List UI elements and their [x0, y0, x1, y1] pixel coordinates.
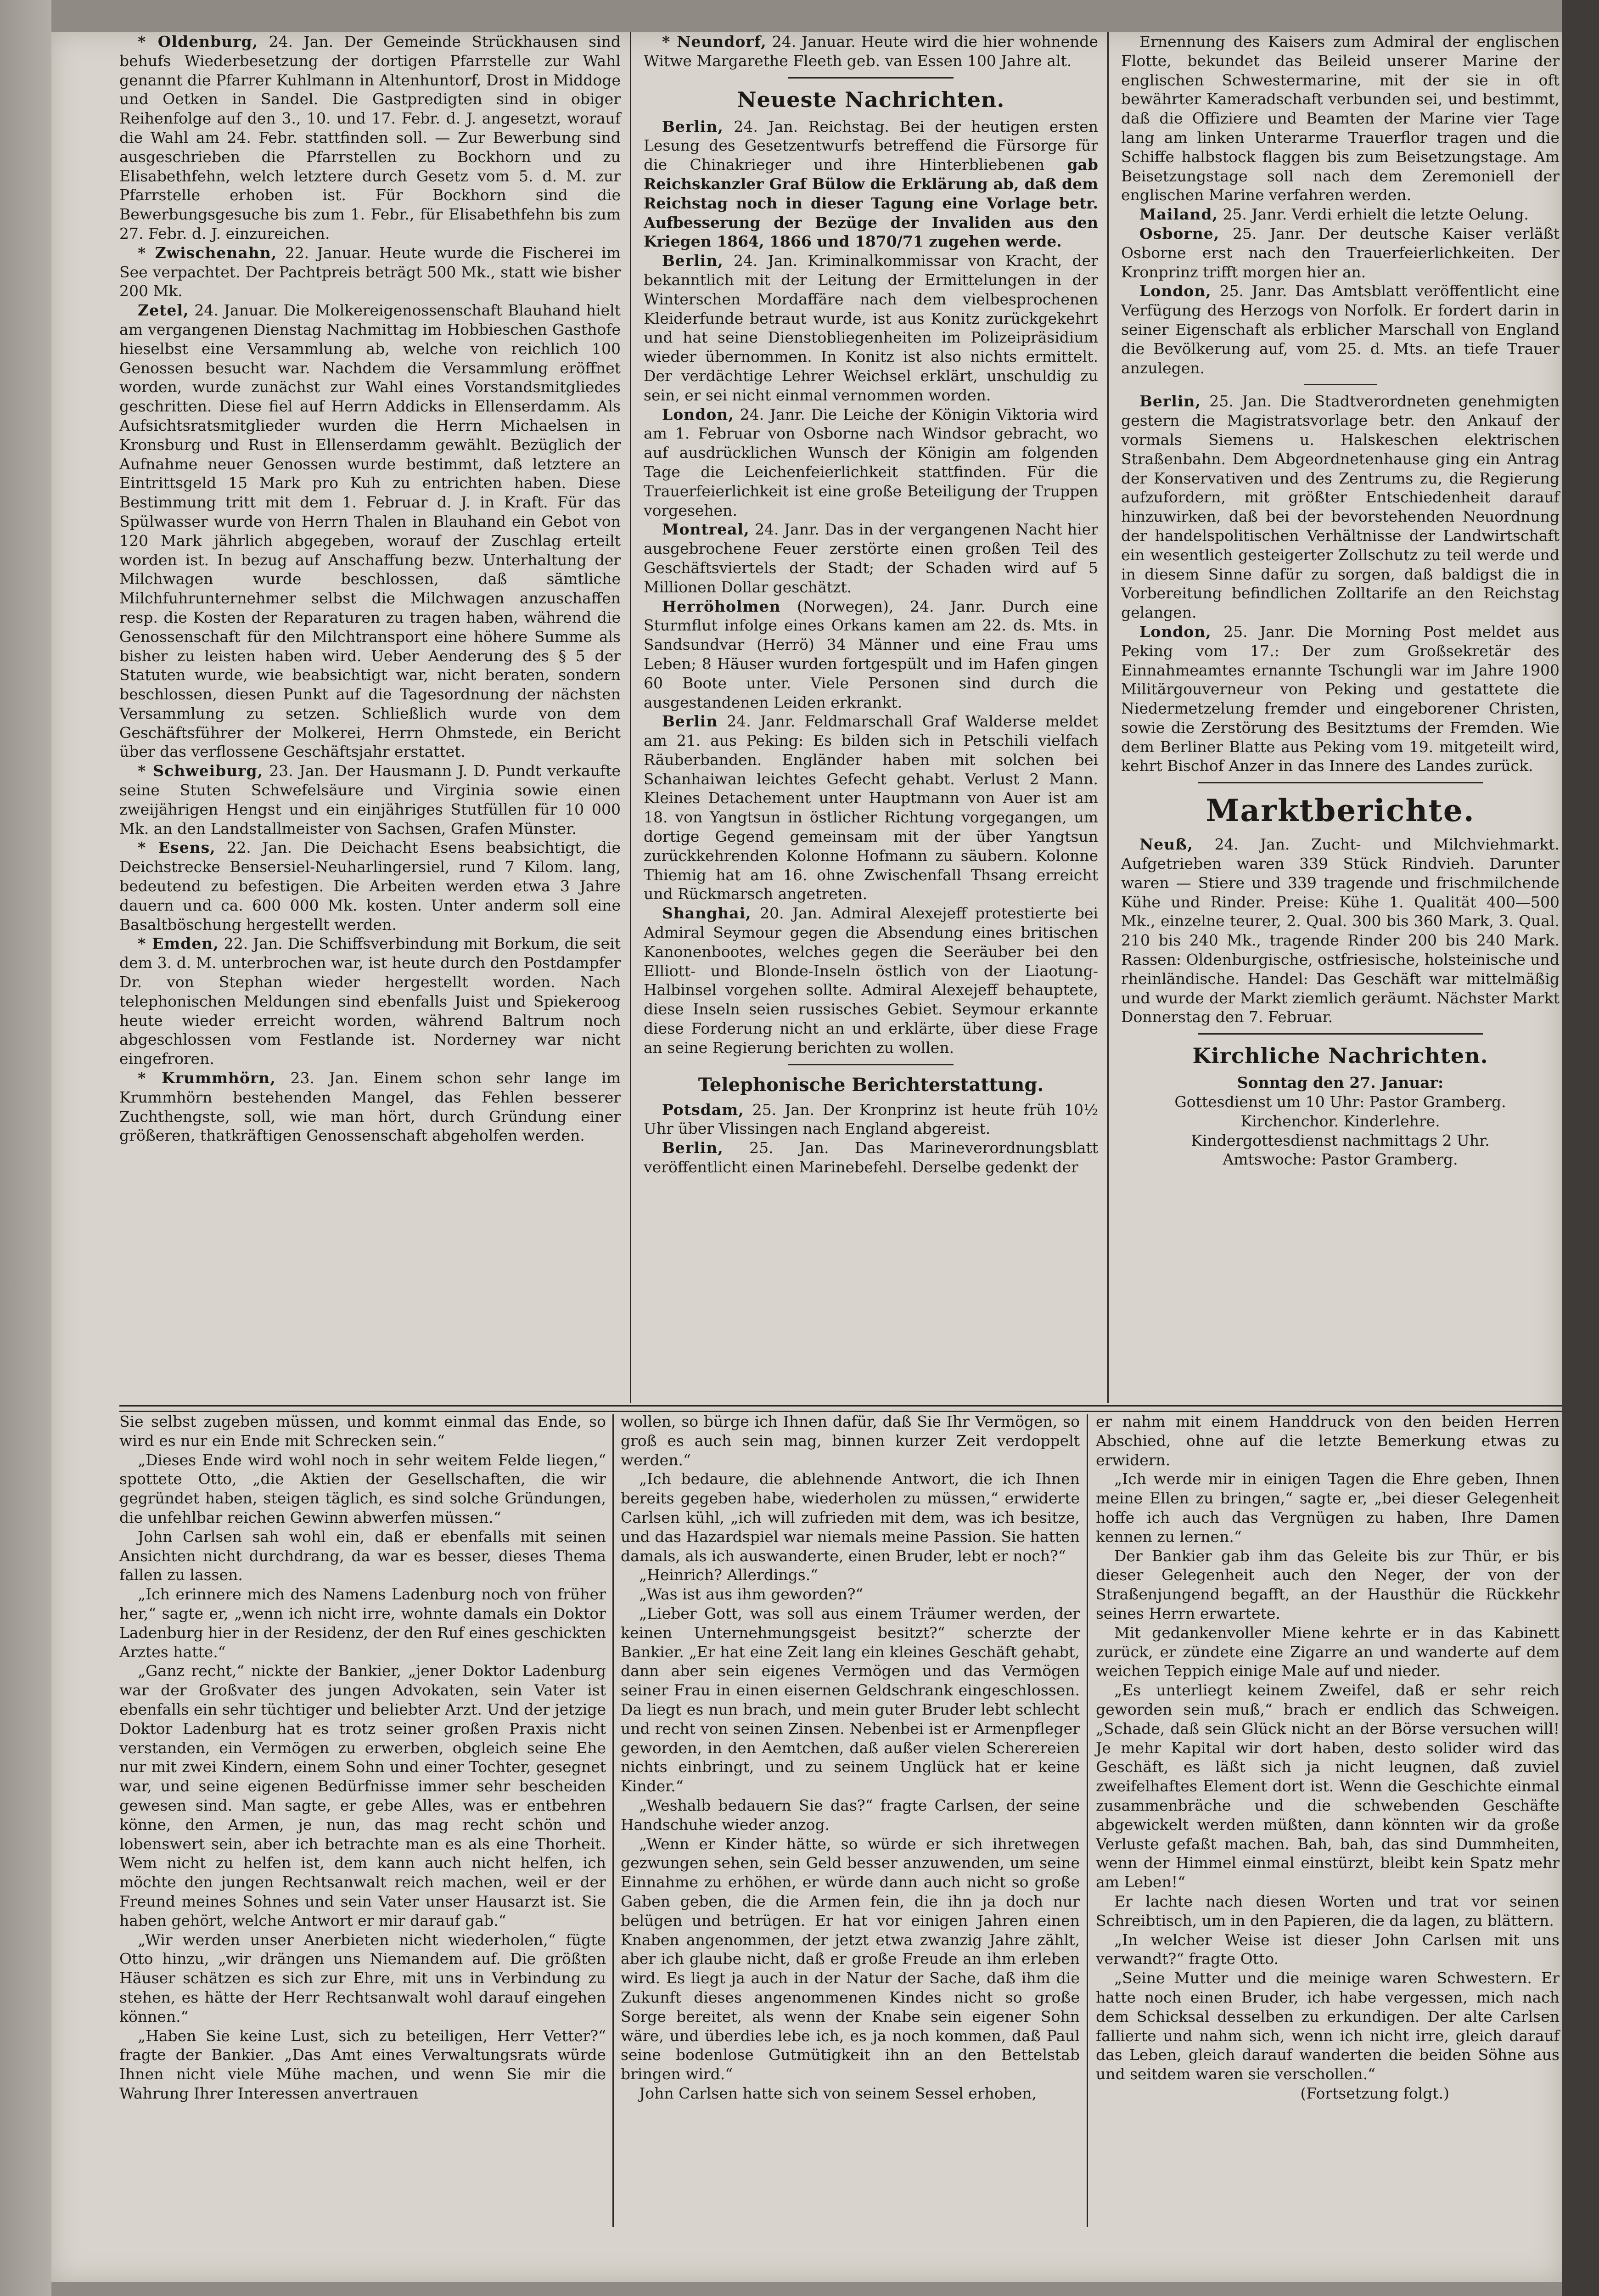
section-divider [788, 77, 954, 79]
news-text: (Norwegen), 24. Janr. Durch eine Sturmflut infolge eines Orkans kamen am 22. ds. Mts. in Sandsundvar (Herrö) 34 Männer und eine Frau ums Leben; 8 Häuser wurden fortgespült und im Hafen gingen 60 Boote unter. Viele Personen sind durch die ausgestandenen Leiden erkrankt. [644, 597, 1098, 711]
news-text: 24. Janr. Feldmarschall Graf Walderse meldet am 21. aus Peking: Es bilden sich in Petschili vielfach Räuberbanden. Engländer haben mit solchen bei Schanhaiwan leichtes Gefecht gehabt. Verlust 2 Mann. Kleines Detachement unter Hauptmann von Auer ist am 18. von Yangtsun in östlicher Richtung vorgegangen, um dortige Gegend gemeinsam mit der über Yangtsun zurückkehrenden Kolonne Hofmann zu säubern. Kolonne Thiemig hat am 16. ohne Zwischenfall Thsang erreicht und Rückmarsch angetreten. [644, 712, 1098, 903]
column-regional-news [119, 32, 621, 1145]
story-paragraph: „Weshalb bedauern Sie das?“ fragte Carlsen, der seine Handschuhe wieder anzog. [621, 1796, 1080, 1834]
news-place: * Zwischenahn, [138, 243, 277, 262]
story-paragraph: „Wir werden unser Anerbieten nicht wiederholen,“ fügte Otto hinzu, „wir drängen uns Niemandem auf. Die größten Häuser schätzen es sich zur Ehre, mit uns in Verbindung zu stehen, es hätte der Herr Rechtsanwalt wohl darauf eingehen können.“ [119, 1930, 606, 2026]
continuation-note: (Fortsetzung folgt.) [1300, 2084, 1449, 2102]
news-place: Potsdam, [662, 1100, 744, 1119]
news-place: Mailand, [1139, 205, 1218, 224]
story-paragraph: er nahm mit einem Handdruck von den beiden Herren Abschied, ohne auf die letzte Bemerkung etwas zu erwidern. [1096, 1412, 1560, 1469]
news-place: London, [662, 405, 734, 423]
story-paragraph: „Dieses Ende wird wohl noch in sehr weitem Felde liegen,“ spottete Otto, „die Aktien der Gesellschaften, die wir gegründet haben, steigen täglich, es sind solche Gründungen, die unfehlbar reichen Gewinn abwerfen müssen.“ [119, 1451, 606, 1526]
section-heading: Marktberichte. [1206, 793, 1475, 829]
story-paragraph: „Ich erinnere mich des Namens Ladenburg noch von früher her,“ sagte er, „wenn ich nicht irre, wohnte damals ein Doktor Ladenburg hier in der Residenz, der den Ruf eines geschickten Arztes hatte.“ [119, 1585, 606, 1661]
news-emphasis: gab Reichskanzler Graf Bülow die Erklärung ab, daß dem Reichstag noch in dieser Tagung eine Vorlage betr. Aufbesserung der Bezüge der Invaliden aus den Kriegen 1864, 1866 und 1870/71 zugehen werde. [644, 156, 1098, 251]
news-place: Berlin [662, 712, 718, 731]
news-item [1121, 622, 1560, 776]
news-item [1121, 392, 1560, 622]
news-item [644, 32, 1098, 71]
story-paragraph: „Heinrich? Allerdings.“ [639, 1566, 819, 1584]
news-item [1121, 281, 1560, 377]
story-paragraph: „Lieber Gott, was soll aus einem Träumer werden, der keinen Unternehmungsgeist besitzt?“ scherzte der Bankier. „Er hat eine Zeit lang ein kleines Geschäft gehabt, dann aber sein eigenes Vermögen und das Vermögen seiner Frau in einen eisernen Geldschrank eingeschlossen. Da liegt es nun brach, und mein guter Bruder lebt schlecht und recht von seinen Zinsen. Nebenbei ist er Armenpfleger geworden, in den Aemtchen, daß außer vielen Scherereien nichts einbringt, und zu seinem Unglück hat er keine Kinder.“ [621, 1604, 1080, 1795]
news-place: * Krummhörn, [138, 1069, 276, 1087]
news-text: 25. Jan. Die Stadtverordneten genehmigten gestern die Magistratsvorlage betr. den Ankauf der vormals Siemens u. Halskeschen elektrischen Straßenbahn. Dem Abgeordnetenhause ging ein Antrag der Konservativen und des Zentrums zu, die Regierung aufzufordern, mit größter Entschiedenheit darauf hinzuwirken, daß bei der bevorstehenden Neuordnung der handelspolitischen Verhältnisse der Landwirtschaft ein wesentlich gesteigerter Zollschutz zu teil werde und in diesem Sinne dafür zu sorgen, daß baldigst die in Vorbereitung befindlichen Zolltarife an den Reichstag gelangen. [1121, 392, 1560, 622]
section-divider [1198, 1033, 1483, 1035]
news-place: Berlin, [1139, 392, 1201, 411]
news-item [1121, 224, 1560, 281]
news-place: Neuß, [1139, 835, 1193, 854]
news-place: Berlin, [662, 117, 724, 135]
news-text: 24. Jan. Kriminalkommissar von Kracht, der bekanntlich mit der Leitung der Ermittelungen in der Winterschen Mordaffäre nach dem vielbesprochenen Kleiderfunde betraut wurde, ist aus Konitz zurückgekehrt und hat seine Dienstobliegenheiten im Polizeipräsidium wieder übernommen. In Konitz ist also nichts ermittelt. Der verdächtige Lehrer Weichsel erklärt, unschuldig zu sein, er sei nicht einmal vernommen worden. [644, 252, 1098, 404]
news-item [644, 904, 1098, 1057]
news-place: London, [1139, 622, 1212, 641]
feuilleton-column-1 [119, 1412, 606, 2103]
scan-edge-right [1562, 0, 1599, 2296]
news-item [119, 1069, 621, 1145]
church-line: Sonntag den 27. Januar: [1237, 1074, 1444, 1092]
newspaper-page [51, 32, 1562, 2282]
story-paragraph: „Wenn er Kinder hätte, so würde er sich ihretwegen gezwungen sehen, sein Geld besser anzuwenden, um seine Einnahme zu erhöhen, er würde dann auch nicht so große Gaben geben, die die Armen fein, die ihn ja doch nur belügen und betrügen. Er hat vor einigen Jahren einen Knaben angenommen, der jetzt etwa zwanzig Jahre zählt, aber ich glaube nicht, daß er große Freude an ihm erleben wird. Es liegt ja auch in der Natur der Sache, daß ihm die Zukunft dieses angenommenen Kindes nicht so große Sorge bereitet, als wenn der Knabe sein eigener Sohn wäre, und überdies lebe ich, es ja noch kommen, daß Paul seine bodenlose Gutmütigkeit ihn an den Bettelstab bringen wird.“ [621, 1835, 1080, 2083]
story-paragraph: Der Bankier gab ihm das Geleite bis zur Thür, er bis dieser Gelegenheit auch den Neger, der von der Straßenjungend begafft, an der Hausthür die Rückkehr seines Herrn erwartete. [1096, 1547, 1560, 1622]
news-text: 25. Janr. Verdi erhielt die letzte Oelung. [1217, 205, 1529, 224]
news-place: Osborne, [1139, 224, 1220, 242]
column-rule [1107, 32, 1109, 1403]
church-line: Amtswoche: Pastor Gramberg. [1223, 1150, 1458, 1169]
church-line: Gottesdienst um 10 Uhr: Pastor Gramberg. [1174, 1093, 1506, 1111]
news-text: 24. Januar. Die Molkereigenossenschaft Blauhand hielt am vergangenen Dienstag Nachmittag im Hobbieschen Gasthofe hieselbst eine Versammlung ab, welche von reichlich 100 Genossen besucht war. Nachdem die Versammlung eröffnet worden, wurde zunächst zur Wahl eines Vorstandsmitgliedes geschritten. Diese fiel auf Herrn Addicks in Ellenserdamm. Als Aufsichtsratsmitglieder wurden die Herrn Michaelsen in Kronsburg und Rust in Ellenserdamm gewählt. Bezüglich der Aufnahme neuer Genossen wurde bestimmt, daß letztere an Eintrittsgeld 15 Mark pro Kuh zu entrichten haben. Diese Bestimmung tritt mit dem 1. Februar d. J. in Kraft. Für das Spülwasser wurde von Herrn Thalen in Blauhand ein Gebot von 120 Mark jährlich abgegeben, worauf der Zuschlag erteilt worden ist. In bezug auf Anschaffung bezw. Unterhaltung der Milchwagen wurde beschlossen, daß sämtliche Milchfuhrunternehmer selbst die Milchwagen anzuschaffen resp. die Kosten der Reparaturen zu tragen haben, während die Genossenschaft für den Milchtransport eine höhere Summe als bisher zu leisten haben wird. Ueber Aenderung des § 5 der Statuten wurde, wie beabsichtigt war, nicht beraten, sondern beschlossen, diesen Punkt auf die Tagesordnung der nächsten Versammlung zu setzen. Schließlich wurde von dem Geschäftsführer der Molkerei, Herrn Ohmstede, ein Bericht über das verflossene Geschäftsjahr erstattet. [119, 301, 621, 761]
news-item [119, 838, 621, 934]
column-rule [612, 1414, 614, 2227]
news-item [644, 712, 1098, 904]
section-divider [1304, 384, 1377, 385]
news-text: 24. Januar. Heute wird die hier wohnende Witwe Margarethe Fleeth geb. van Essen 100 Jahre alt. [644, 33, 1099, 70]
news-text: 24. Jan. Zucht- und Milchviehmarkt. Aufgetrieben waren 339 Stück Rindvieh. Darunter waren — Stiere und 339 tragende und frischmilchende Kühe und Rinder. Preise: Kühe 1. Qualität 400—500 Mk., einzelne teurer, 2. Qual. 300 bis 360 Mark, 3. Qual. 210 bis 240 Mk., tragende Rinder 200 bis 240 Mark. Rassen: Oldenburgische, ostfriesische, holsteinische und rheinländische. Handel: Das Geschäft war mittelmäßig und wurde der Markt ziemlich geräumt. Nächster Markt Donnerstag den 7. Februar. [1121, 835, 1560, 1026]
story-paragraph: „In welcher Weise ist dieser John Carlsen mit uns verwandt?“ fragte Otto. [1096, 1930, 1560, 1968]
news-place: * Oldenburg, [138, 33, 258, 51]
news-text: 24. Jan. Der Gemeinde Strückhausen sind behufs Wiederbesetzung der dortigen Pfarrstelle zur Wahl genannt die Pfarrer Kuhlmann in Altenhuntorf, Drost in Middoge und Oetken in Sandel. Die Gastpredigten sind in obiger Reihenfolge auf den 3., 10. und 17. Febr. d. J. angesetzt, worauf die Wahl am 24. Febr. stattfinden soll. — Zur Bewerbung sind ausgeschrieben die Pfarrstellen zu Bockhorn und zu Elisabethfehn, welch letztere durch Gesetz vom 5. d. M. zur Pfarrstelle erhoben ist. Für Bockhorn sind die Bewerbungsgesuche bis zum 1. Febr., für Elisabethfehn bis zum 27. Febr. d. J. einzureichen. [119, 33, 621, 242]
news-item [644, 405, 1098, 520]
news-item [119, 934, 621, 1069]
news-text: Ernennung des Kaisers zum Admiral der englischen Flotte, bekundet das Beileid unserer Marine der englischen Schwestermarine, mit der sie in oft bewährter Kameradschaft verbunden sei, und bestimmt, daß die Offiziere und Beamten der Marine vier Tage lang am linken Unterarme Trauerflor tragen und die Schiffe halbstock flaggen bis zum Beisetzungstage. Am Beisetzungstage soll nach dem Zeremoniell der englischen Marine verfahren werden. [1121, 33, 1560, 204]
story-paragraph: Er lachte nach diesen Worten und trat vor seinen Schreibtisch, um in den Papieren, die da lagen, zu blättern. [1096, 1892, 1560, 1930]
news-item [644, 117, 1098, 252]
news-place: * Schweiburg, [138, 762, 264, 780]
news-item [119, 32, 621, 243]
church-line: Kirchenchor. Kinderlehre. [1240, 1112, 1440, 1130]
news-text: 23. Jan. Der Hausmann J. D. Pundt verkaufte seine Stuten Schwefelsäure und Virginia sowie einen zweijährigen Hengst und ein einjähriges Stutfüllen für 10 000 Mk. an den Landstallmeister von Sachsen, Grafen Münster. [119, 762, 621, 838]
news-text: 24. Jan. Reichstag. Bei der heutigen ersten Lesung des Gesetzentwurfs betreffend die Fürsorge für die Chinakrieger und ihre Hinterbliebenen [644, 117, 1098, 174]
news-place: Shanghai, [662, 904, 752, 923]
story-paragraph: Mit gedankenvoller Miene kehrte er in das Kabinett zurück, er zündete eine Zigarre an und wanderte auf dem weichen Teppich einige Male auf und nieder. [1096, 1623, 1560, 1680]
section-divider [788, 1064, 954, 1065]
feuilleton-rule [119, 1405, 1562, 1407]
news-place: Berlin, [662, 252, 724, 270]
feuilleton-column-3 [1096, 1412, 1560, 2103]
section-divider [1198, 782, 1483, 783]
column-rule [630, 32, 631, 1403]
news-place: Herröholmen [662, 597, 781, 615]
news-text: 24. Janr. Die Leiche der Königin Viktoria wird am 1. Februar von Osborne nach Windsor gebracht, wo auf ausdrücklichen Wunsch der Königin am folgenden Tage die Leichenfeierlichkeit stattfinden. Für die Trauerfeierlichkeit ist eine große Beteiligung der Truppen vorgesehen. [644, 405, 1098, 519]
section-heading: Kirchliche Nachrichten. [1192, 1043, 1488, 1069]
news-text: 25. Janr. Die Morning Post meldet aus Peking vom 17.: Der zum Großsekretär des Einnahmeamtes ernannte Tschungli war im Jahre 1900 Militärgouverneur von Peking und gestattete die Niedermetzelung fremder und eingeborener Christen, sowie die Zerstörung des Besitztums der Fremden. Wie dem Berliner Blatte aus Peking vom 19. mitgeteilt wird, kehrt Bischof Anzer in das Innere des Landes zurück. [1121, 622, 1560, 775]
section-heading: Neueste Nachrichten. [737, 87, 1005, 112]
news-place: * Neundorf, [662, 33, 767, 51]
news-text: 25. Janr. Das Amtsblatt veröffentlicht eine Verfügung des Herzogs von Norfolk. Er fordert darin in seiner Eigenschaft als erblicher Marschall von England die Bevölkerung auf, vom 25. d. Mts. an tiefe Trauer anzulegen. [1121, 282, 1560, 377]
news-place: * Esens, [138, 838, 216, 857]
news-text: 22. Jan. Die Schiffsverbindung mit Borkum, die seit dem 3. d. M. unterbrochen war, ist heute durch den Postdampfer Dr. von Stephan wieder hergestellt worden. Nach telephonischen Meldungen sind ebenfalls Juist und Spiekeroog heute wieder erreicht worden, während Baltrum noch abgeschlossen vom Festlande ist. Norderney war nicht eingefroren. [119, 934, 621, 1068]
story-paragraph: John Carlsen sah wohl ein, daß er ebenfalls mit seinen Ansichten nicht durchdrang, da war es besser, dieses Thema fallen zu lassen. [119, 1527, 606, 1584]
feuilleton-column-2 [621, 1412, 1080, 2103]
news-place: Montreal, [662, 520, 750, 539]
column-news-market [1121, 32, 1560, 1169]
news-item [644, 1138, 1098, 1177]
story-paragraph: John Carlsen hatte sich von seinem Sessel erhoben, [639, 2084, 1037, 2102]
story-paragraph: „Ganz recht,“ nickte der Bankier, „jener Doktor Ladenburg war der Großvater des jungen Advokaten, sein Vater ist ebenfalls ein sehr tüchtiger und beliebter Arzt. Und der jetzige Doktor Ladenburg hat es trotz seiner großen Praxis nicht verstanden, ein Vermögen zu erwerben, obgleich seine Ehe nur mit zwei Kindern, einem Sohn und einer Tochter, gesegnet war, und seine eigenen Bedürfnisse immer sehr bescheiden gewesen sind. Man sagte, er gebe Alles, was er entbehren könne, den Armen, je nun, das mag recht schön und lobenswert sein, aber ich betrachte man es als eine Thorheit. Wem nicht zu helfen ist, dem kann auch nicht helfen, ich möchte den jungen Rechtsanwalt reich machen, weil er der Freund meines Sohnes und sein Vater unser Hausarzt ist. Sie haben gehört, welche Antwort er mir darauf gab.“ [119, 1662, 606, 1930]
column-rule [1087, 1414, 1088, 2227]
news-item [1121, 835, 1560, 1027]
news-item [1121, 205, 1560, 224]
news-item [644, 520, 1098, 597]
news-text: 23. Jan. Einem schon sehr lange im Krummhörn bestehenden Mangel, das Fehlen besserer Zuchthengste, soll, wie man hört, durch Gründung einer größeren, thatkräftigen Genossenschaft abgeholfen werden. [119, 1069, 621, 1145]
story-paragraph: „Was ist aus ihm geworden?“ [639, 1585, 864, 1604]
news-text: 22. Jan. Die Deichacht Esens beabsichtigt, die Deichstrecke Bensersiel-Neuharlingersiel, rund 7 Kilom. lang, bedeutend zu befestigen. Die Arbeiten werden etwa 3 Jahre dauern und ca. 600 000 Mk. kosten. Unter anderm soll eine Basaltböschung hergestellt werden. [119, 838, 621, 934]
news-text: 25. Janr. Der deutsche Kaiser verläßt Osborne erst nach den Trauerfeierlichkeiten. Der Kronprinz trifft morgen hier an. [1121, 224, 1560, 281]
news-item [644, 1100, 1098, 1139]
news-item [644, 251, 1098, 405]
scan-edge-left [0, 0, 51, 2296]
news-place: Zetel, [138, 301, 189, 320]
news-text: 20. Jan. Admiral Alexejeff protestierte bei Admiral Seymour gegen die Absendung eines britischen Kanonenbootes, welches gegen die Seeräuber bei den Elliott- und Blonde-Inseln östlich von der Liaotung-Halbinsel vorgehen sollte. Admiral Alexejeff behauptete, diese Inseln seien russisches Gebiet. Seymour erkannte diese Forderung nicht an und erklärte, über diese Frage an seine Regierung berichten zu wollen. [644, 904, 1098, 1057]
column-latest-news [644, 32, 1098, 1177]
story-paragraph: „Ich werde mir in einigen Tagen die Ehre geben, Ihnen meine Ellen zu bringen,“ sagte er, „bei dieser Gelegenheit hoffe ich auch das Vergnügen zu haben, Ihre Damen kennen zu lernen.“ [1096, 1470, 1560, 1546]
news-item [1121, 32, 1560, 205]
story-paragraph: „Ich bedaure, die ablehnende Antwort, die ich Ihnen bereits gegeben habe, wiederholen zu müssen,“ erwiderte Carlsen kühl, „ich will zufrieden mit dem, was ich besitze, und das Hazardspiel war niemals meine Passion. Sie hatten damals, als ich auswanderte, einen Bruder, lebt er noch?“ [621, 1470, 1080, 1565]
news-item [119, 761, 621, 838]
news-text: 25. Jan. Der Kronprinz ist heute früh 10½ Uhr über Vlissingen nach England abgereist. [644, 1100, 1098, 1138]
story-paragraph: „Seine Mutter und die meinige waren Schwestern. Er hatte noch einen Bruder, ich habe vergessen, mich nach dem Schicksal desselben zu erkundigen. Der alte Carlsen fallierte und nahm sich, wenn ich nicht irre, gleich darauf das Leben, gleich darauf wanderten die beiden Söhne aus und seitdem waren sie verschollen.“ [1096, 1969, 1560, 2083]
news-place: Berlin, [662, 1139, 724, 1157]
story-paragraph: „Haben Sie keine Lust, sich zu beteiligen, Herr Vetter?“ fragte der Bankier. „Das Amt eines Verwaltungsrats würde Ihnen nicht viele Mühe machen, und wenn Sie mir die Wahrung Ihrer Interessen anvertrauen [119, 2026, 606, 2102]
news-place: * Emden, [138, 934, 219, 953]
church-line: Kindergottesdienst nachmittags 2 Uhr. [1191, 1131, 1490, 1149]
story-paragraph: Sie selbst zugeben müssen, und kommt einmal das Ende, so wird es nur ein Ende mit Schrecken sein.“ [119, 1412, 606, 1450]
news-item [119, 301, 621, 761]
news-item [119, 243, 621, 301]
story-paragraph: „Es unterliegt keinem Zweifel, daß er sehr reich geworden sein muß,“ brach er endlich das Schweigen. „Schade, daß sein Glück nicht an der Börse versuchen will! Je mehr Kapital wir dort haben, desto solider wird das Geschäft, es läßt sich ja nicht leugnen, daß zuviel zweifelhaftes Element dort ist. Wenn die Geschichte einmal zusammenbräche und die schwebenden Geschäfte abgewickelt werden müßten, dann könnten wir da große Verluste gefaßt machen. Bah, bah, das sind Dummheiten, wenn der Himmel einmal einstürzt, bleibt kein Spatz mehr am Leben!“ [1096, 1681, 1560, 1891]
news-item [644, 597, 1098, 712]
news-text: 25. Jan. Das Marineverordnungsblatt veröffentlicht einen Marinebefehl. Derselbe gedenkt der [644, 1139, 1098, 1176]
news-place: London, [1139, 282, 1212, 300]
news-text: 22. Januar. Heute wurde die Fischerei im See verpachtet. Der Pachtpreis beträgt 500 Mk., statt wie bisher 200 Mk. [119, 243, 621, 300]
news-text: 24. Janr. Das in der vergangenen Nacht hier ausgebrochene Feuer zerstörte einen großen Teil des Geschäftsviertels der Stadt; der Schaden wird auf 5 Millionen Dollar geschätzt. [644, 520, 1098, 596]
story-paragraph: wollen, so bürge ich Ihnen dafür, daß Sie Ihr Vermögen, so groß es auch sein mag, binnen kurzer Zeit verdoppelt werden.“ [621, 1412, 1080, 1469]
section-heading: Telephonische Berichterstattung. [698, 1074, 1044, 1096]
